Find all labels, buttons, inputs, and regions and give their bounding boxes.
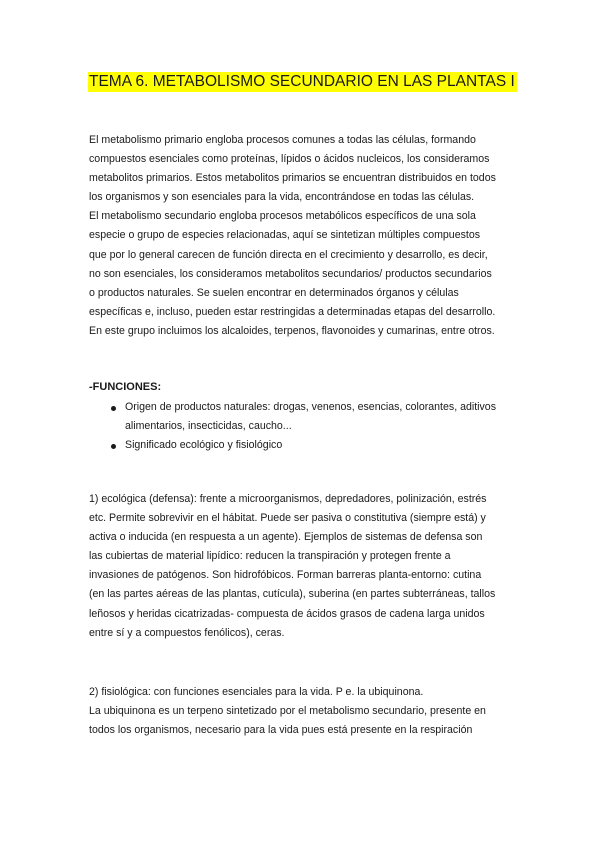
text-line: entre sí y a compuestos fenólicos), ceras. bbox=[89, 626, 285, 639]
text-line: las cubiertas de material lipídico: reducen la transpiración y protegen frente a bbox=[89, 550, 451, 563]
text-line: todos los organismos, necesario para la vida pues está presente en la respiración bbox=[89, 724, 473, 737]
list-item bbox=[89, 436, 529, 455]
list-item bbox=[89, 398, 529, 436]
bullet-icon bbox=[111, 444, 116, 449]
section-heading: -FUNCIONES: bbox=[89, 381, 162, 393]
text-line: El metabolismo secundario engloba procesos metabólicos específicos de una sola bbox=[89, 210, 476, 223]
text-line: compuestos esenciales como proteínas, lípidos o ácidos nucleicos, los consideramos bbox=[89, 153, 490, 166]
text-line: La ubiquinona es un terpeno sintetizado por el metabolismo secundario, presente en bbox=[89, 705, 486, 718]
text-line: invasiones de patógenos. Son hidrofóbicos. Forman barreras planta-entorno: cutina bbox=[89, 569, 482, 582]
text-line: El metabolismo primario engloba procesos comunes a todas las células, formando bbox=[89, 134, 476, 146]
page-title: TEMA 6. METABOLISMO SECUNDARIO EN LAS PLANTAS I bbox=[89, 73, 515, 90]
text-line: En este grupo incluimos los alcaloides, terpenos, flavonoides y cumarinas, entre otros. bbox=[89, 324, 495, 337]
text-line: leñosos y heridas cicatrizadas- compuesta de ácidos grasos de cadena larga unidos bbox=[89, 607, 485, 620]
list-item-text: Significado ecológico y fisiológico bbox=[125, 439, 283, 452]
list-item-text: Origen de productos naturales: drogas, venenos, esencias, colorantes, aditivos bbox=[125, 401, 496, 413]
ecologica-paragraph bbox=[89, 490, 529, 643]
text-line: no son esenciales, los consideramos metabolitos secundarios/ productos secundarios bbox=[89, 267, 492, 280]
bullet-icon bbox=[111, 406, 116, 411]
text-line: etc. Permite sobrevivir en el hábitat. Puede ser pasiva o constitutiva (siempre está) y bbox=[89, 512, 486, 525]
text-line: 2) fisiológica: con funciones esenciales para la vida. P e. la ubiquinona. bbox=[89, 686, 424, 698]
text-line: (en las partes aéreas de las plantas, cutícula), suberina (en partes subterráneas, tallos bbox=[89, 588, 496, 601]
intro-paragraph bbox=[89, 131, 529, 341]
fisiologica-paragraph bbox=[89, 683, 529, 740]
text-line: metabolitos primarios. Estos metabolitos primarios se encuentran distribuidos en todos bbox=[89, 172, 496, 185]
text-line: los organismos y son esenciales para la vida, encontrándose en todas las células. bbox=[89, 191, 475, 204]
list-item-text: alimentarios, insecticidas, caucho... bbox=[125, 420, 292, 433]
text-line: específicas e, incluso, pueden estar restringidas a determinadas etapas del desarrollo. bbox=[89, 305, 496, 318]
text-line: 1) ecológica (defensa): frente a microorganismos, depredadores, polinización, estrés bbox=[89, 493, 487, 505]
funciones-heading-block bbox=[89, 378, 529, 397]
text-line: activa o inducida (en respuesta a un agente). Ejemplos de sistemas de defensa son bbox=[89, 531, 483, 544]
text-line: que por lo general carecen de función directa en el crecimiento y desarrollo, es decir, bbox=[89, 248, 488, 261]
funciones-list bbox=[89, 398, 529, 455]
text-line: especie o grupo de especies relacionadas, aquí se sintetizan múltiples compuestos bbox=[89, 229, 481, 242]
text-line: o productos naturales. Se suelen encontrar en determinados órganos y células bbox=[89, 286, 459, 299]
